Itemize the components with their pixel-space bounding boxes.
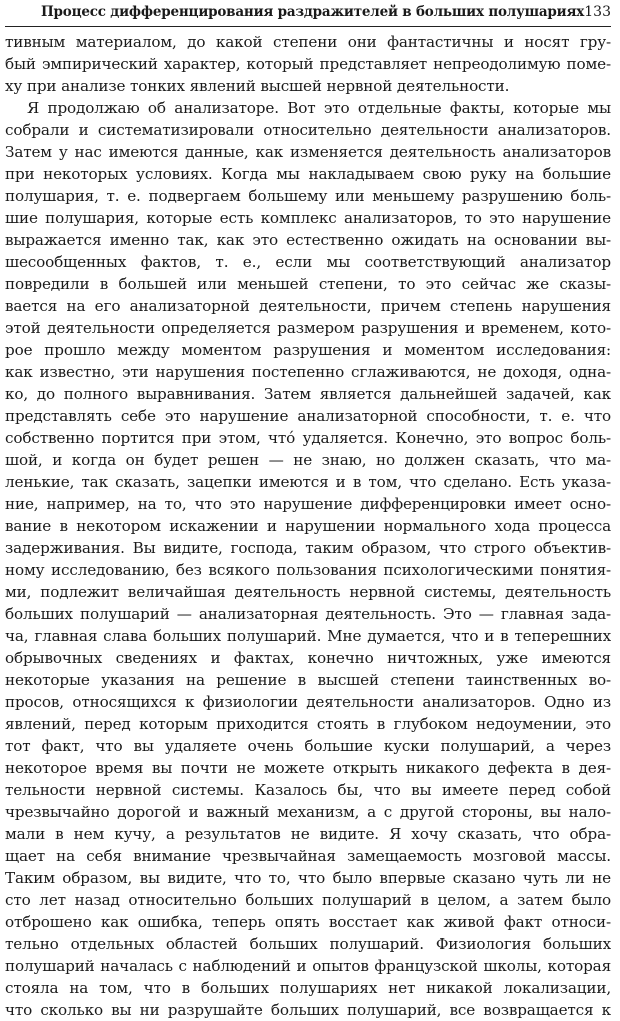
text-line: мали в нем кучу, а результатов не видите. Я хочу сказать, что обра- (5, 825, 611, 843)
text-line: полушарий началась с наблюдений и опытов французской школы, которая (5, 957, 611, 975)
text-line: рое прошло между моментом разрушения и моментом исследования: (5, 341, 611, 359)
text-line: выражается именно так, как это естественно ожидать на основании вы- (5, 231, 611, 249)
text-line: шие полушария, которые есть комплекс анализаторов, то это нарушение (5, 209, 611, 227)
text-line: больших полушарий — анализаторная деятельность. Это — главная зада- (5, 605, 611, 623)
text-line: Я продолжаю об анализаторе. Вот это отдельные факты, которые мы (27, 99, 611, 117)
text-line: этой деятельности определяется размером разрушения и временем, кото- (5, 319, 611, 337)
text-line: ленькие, так сказать, зацепки имеются и в том, что сделано. Есть указа- (5, 473, 611, 491)
text-line: вается на его анализаторной деятельности, причем степень нарушения (5, 297, 611, 315)
text-line: просов, относящихся к физиологии деятельности анализаторов. Одно из (5, 693, 611, 711)
text-line: собрали и систематизировали относительно деятельности анализаторов. (5, 121, 611, 139)
text-line: Затем у нас имеются данные, как изменяется деятельность анализаторов (5, 143, 611, 161)
text-line: шесообщенных фактов, т. е., если мы соответствующий анализатор (5, 253, 611, 271)
text-line: полушария, т. е. подвергаем большему или меньшему разрушению боль- (5, 187, 611, 205)
text-line: бый эмпирический характер, который представляет непреодолимую поме- (5, 55, 611, 73)
text-line: Таким образом, вы видите, что то, что было впервые сказано чуть ли не (5, 869, 611, 887)
text-line: ние, например, на то, что это нарушение дифференцировки имеет осно- (5, 495, 611, 513)
text-line: тот факт, что вы удаляете очень большие куски полушарий, а через (5, 737, 611, 755)
text-line: сто лет назад относительно больших полушарий в целом, а затем было (5, 891, 611, 909)
running-head (5, 4, 611, 27)
text-line: собственно портится при этом, что́ удаляется. Конечно, это вопрос боль- (5, 429, 611, 447)
text-line: тельно отдельных областей больших полушарий. Физиология больших (5, 935, 611, 953)
text-line: повредили в большей или меньшей степени, то это сейчас же сказы- (5, 275, 611, 293)
text-line: ми, подлежит величайшая деятельность нервной системы, деятельность (5, 583, 611, 601)
text-line: ко, до полного выравнивания. Затем является дальнейшей задачей, как (5, 385, 611, 403)
text-line: тивным материалом, до какой степени они фантастичны и носят гру- (5, 33, 611, 51)
text-line: вание в некотором искажении и нарушении нормального хода процесса (5, 517, 611, 535)
text-line: некоторые указания на решение в высшей степени таинственных во- (5, 671, 611, 689)
text-line: явлений, перед которым приходится стоять в глубоком недоумении, это (5, 715, 611, 733)
text-line: ча, главная слава больших полушарий. Мне думается, что и в теперешних (5, 627, 611, 645)
text-line: обрывочных сведениях и фактах, конечно ничтожных, уже имеются (5, 649, 611, 667)
text-line: ху при анализе тонких явлений высшей нервной деятельности. (5, 77, 510, 95)
text-line: при некоторых условиях. Когда мы накладываем свою руку на большие (5, 165, 611, 183)
running-title: Процесс дифференцирования раздражителей в больших полушариях (41, 4, 585, 20)
text-line: задерживания. Вы видите, господа, таким образом, что строго объектив- (5, 539, 611, 557)
text-line: чрезвычайно дорогой и важный механизм, а с другой стороны, вы нало- (5, 803, 611, 821)
text-line: что сколько вы ни разрушайте больших полушарий, все возвращается к (5, 1001, 611, 1019)
text-line: тельности нервной системы. Казалось бы, что вы имеете перед собой (5, 781, 611, 799)
text-line: отброшено как ошибка, теперь опять восстает как живой факт относи- (5, 913, 611, 931)
text-line: представлять себе это нарушение анализаторной способности, т. е. что (5, 407, 611, 425)
text-line: шой, и когда он будет решен — не знаю, но должен сказать, что ма- (5, 451, 611, 469)
text-line: ному исследованию, без всякого пользования психологическими понятия- (5, 561, 611, 579)
body-text (5, 31, 611, 1021)
text-line: как известно, эти нарушения постепенно сглаживаются, не доходя, одна- (5, 363, 611, 381)
text-line: некоторое время вы почти не можете открыть никакого дефекта в дея- (5, 759, 611, 777)
text-line: щает на себя внимание чрезвычайная замещаемость мозговой массы. (5, 847, 611, 865)
text-line: стояла на том, что в больших полушариях нет никакой локализации, (5, 979, 611, 997)
page-number: 133 (584, 4, 611, 20)
